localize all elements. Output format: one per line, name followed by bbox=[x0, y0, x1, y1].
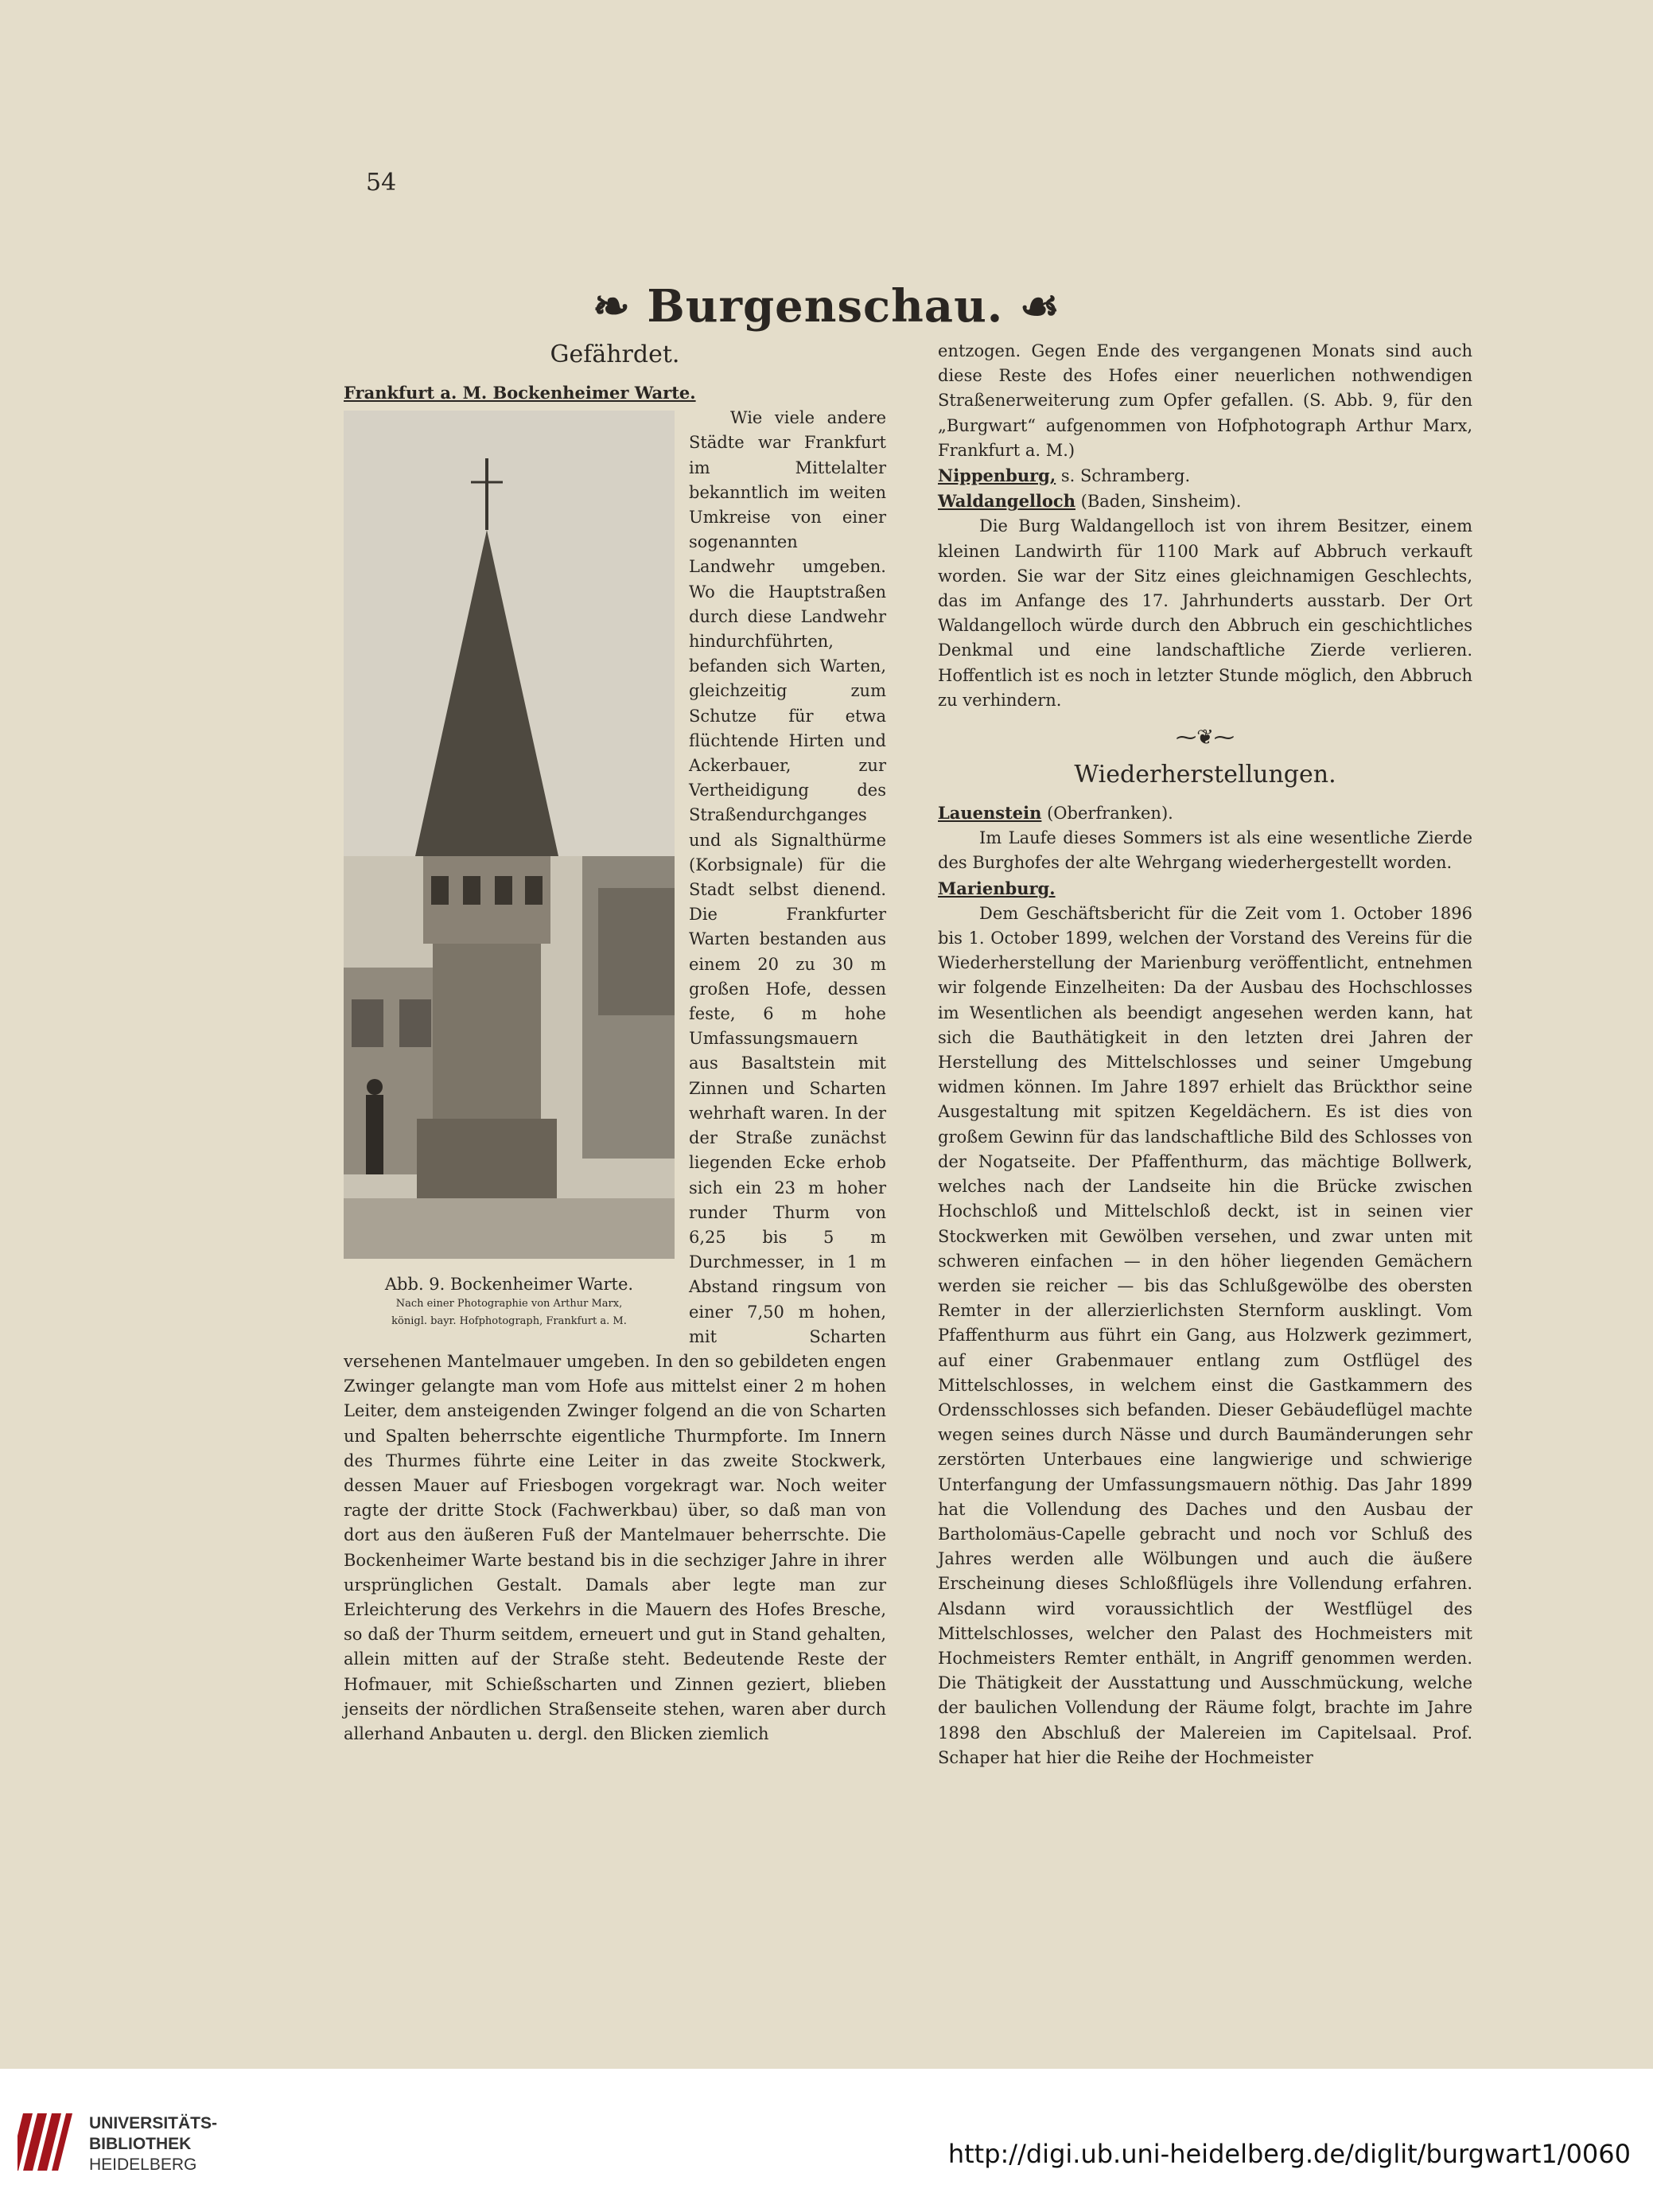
page-title: ❧ Burgenschau. ☙ bbox=[592, 280, 1060, 333]
library-name-line-3: HEIDELBERG bbox=[89, 2156, 197, 2174]
figure-credit-1: Nach einer Photographie von Arthur Marx, bbox=[395, 1298, 623, 1310]
tower-photo bbox=[344, 411, 675, 1259]
entry-lauenstein-text: (Oberfranken). bbox=[1047, 804, 1173, 824]
library-name-line-1: UNIVERSITÄTS- bbox=[89, 2114, 218, 2132]
university-library-logo-icon[interactable] bbox=[18, 2110, 73, 2174]
entry-lauenstein bbox=[938, 800, 1472, 826]
ornament-divider: ⁓❦⁓ bbox=[1176, 726, 1235, 750]
entry-lauenstein-body: Im Laufe dieses Sommers ist als eine wesentliche Zierde des Burghofes der alte Wehrgang wiederhergestellt worden. bbox=[938, 828, 1472, 873]
entry-waldangelloch-body: Die Burg Waldangelloch ist von ihrem Besitzer, einem kleinen Landwirth für 1100 Mark auf Abbruch verkauft worden. Sie war der Sitz eines gleichnamigen Geschlechts, das im Anfange des 17. Jahrhunderts ausstarb. Der Ort Waldangelloch würde durch den Abbruch ein geschichtliches Denkmal und eine landschaftliche Zierde verlieren. Hoffentlich ist es noch in letzter Stunde möglich, den Abbruch zu verhindern. bbox=[938, 516, 1472, 710]
figure-bockenheimer-warte bbox=[344, 411, 675, 1330]
library-name-line-2: BIBLIOTHEK bbox=[89, 2135, 192, 2153]
figure-caption: Abb. 9. Bockenheimer Warte. bbox=[384, 1275, 634, 1295]
page-number: 54 bbox=[366, 169, 397, 197]
section-title-gefaehrdet: Gefährdet. bbox=[550, 341, 680, 368]
subheading-bockenheimer-warte bbox=[344, 380, 886, 406]
entry-nippenburg-text: s. Schramberg. bbox=[1060, 466, 1191, 486]
subheading-text: Frankfurt a. M. Bockenheimer Warte. bbox=[344, 383, 696, 403]
entry-waldangelloch bbox=[938, 489, 1472, 514]
tower-image bbox=[344, 411, 675, 1259]
entry-marienburg bbox=[938, 876, 1472, 902]
entry-marienburg-name: Marienburg. bbox=[938, 878, 1056, 898]
article-text-bockenheimer-warte: Wie viele andere Städte war Frankfurt im Mittelalter bekanntlich im weiten Umkreise von einer sogenannten Landwehr umgeben. Wo die Hauptstraßen durch diese Landwehr hindurchführten, befanden sich Warten, gleichzeitig zum Schutze für etwa flüchtende Hirten und Ackerbauer, zur Vertheidigung des Straßendurchganges und als Signalthürme (Korbsignale) für die Stadt selbst dienend. Die Frankfurter Warten bestanden aus einem 20 zu 30 m großen Hofe, dessen feste, 6 m hohe Umfassungsmauern aus Basaltstein mit Zinnen und Scharten wehrhaft waren. In der der Straße zunächst liegenden Ecke erhob sich ein 23 m hoher runder Thurm von 6,25 bis 5 m Durchmesser, in 1 m Abstand ringsum von einer 7,50 m hohen, mit Scharten versehenen Mantelmauer umgeben. In den so gebildeten engen Zwinger gelangte man vom Hofe aus mittelst einer 2 m hohen Leiter, dem ansteigenden Zwinger folgend an die von Scharten und Spalten beherrschte eigentliche Thurmpforte. Im Innern des Thurmes führte eine Leiter in das zweite Stockwerk, dessen Mauer auf Friesbogen vorgekragt war. Noch weiter ragte der dritte Stock (Fachwerkbau) über, so daß man von dort aus den äußeren Fuß der Mantelmauer beherrschte. Die Bockenheimer Warte bestand bis in die sechziger Jahre in ihrer ursprünglichen Gestalt. Damals aber legte man zur Erleichterung des Verkehrs in die Mauern des Hofes Bresche, so daß der Thurm seitdem, erneuert und gut in Stand gehalten, allein mitten auf der Straße steht. Bedeutende Reste der Hofmauer, mit Schießscharten und Zinnen geziert, blieben jenseits der nördlichen Straßenseite stehen, waren aber durch allerhand Anbauten u. dergl. den Blicken ziemlich bbox=[344, 408, 886, 1743]
section-title-wiederherstellungen: Wiederherstellungen. bbox=[1074, 761, 1336, 789]
left-column bbox=[344, 339, 886, 1747]
continued-paragraph: entzogen. Gegen Ende des vergangenen Monats sind auch diese Reste des Hofes einer neuerlichen nothwendigen Straßenerweiterung zum Opfer gefallen. (S. Abb. 9, für den „Burgwart“ aufgenommen von Hofphotograph Arthur Marx, Frankfurt a. M.) bbox=[938, 341, 1472, 460]
right-column bbox=[938, 339, 1472, 1770]
entry-lauenstein-name: Lauenstein bbox=[938, 803, 1042, 824]
entry-waldangelloch-name: Waldangelloch bbox=[938, 491, 1075, 512]
figure-credit-2: königl. bayr. Hofphotograph, Frankfurt a. M. bbox=[391, 1315, 627, 1328]
entry-marienburg-body: Dem Geschäftsbericht für die Zeit vom 1. October 1896 bis 1. October 1899, welchen der Vorstand des Vereins für die Wiederherstellung der Marienburg veröffentlicht, entnehmen wir folgende Einzelheiten: Da der Ausbau des Hochschlosses im Wesentlichen als beendigt angesehen werden kann, hat sich die Bauthätigkeit in den letzten drei Jahren der Herstellung des Mittelschlosses und seiner Umgebung widmen können. Im Jahre 1897 erhielt das Brückthor seine Ausgestaltung mit spitzen Kegeldächern. Es ist dies von großem Gewinn für das landschaftliche Bild des Schlosses von der Nogatseite. Der Pfaffenthurm, das mächtige Bollwerk, welches nach der Landseite hin die Brücke zwischen Hochschloß und Mittelschloß deckt, ist in seinen vier Stockwerken mit Gewölben versehen, und zwar unten mit schweren einfachen — in den höher liegenden Gemächern werden sie reicher — bis das Schlußgewölbe des obersten Remter in der allerzierlichsten Sternform ausklingt. Vom Pfaffenthurm aus führt ein Gang, aus Holzwerk gezimmert, auf einer Grabenmauer entlang zum Ostflügel des Mittelschlosses, in welchem einst die Gastkammern des Ordensschlosses sich befanden. Dieser Gebäudeflügel machte wegen seines durch Nässe und durch Baumänderungen sehr zerstörten Unterbaues eine langwierige und schwierige Unterfangung der Umfassungsmauern nöthig. Das Jahr 1899 hat die Vollendung des Daches und den Ausbau der Bartholomäus-Capelle gebracht und noch vor Schluß des Jahres werden alle Wölbungen und auch die äußere Erscheinung dieses Schloßflügels ihre Vollendung erfahren. Alsdann wird voraussichtlich der Westflügel des Mittelschlosses, welcher den Palast des Hochmeisters mit Hochmeisters Remter enthält, in Angriff genommen werden. Die Thätigkeit der Ausstattung und Ausschmückung, welche der baulichen Vollendung der Räume folgt, brachte im Jahre 1898 den Abschluß der Malereien im Capitelsaal. Prof. Schaper hat hier die Reihe der Hochmeister bbox=[938, 903, 1472, 1767]
library-name bbox=[89, 2113, 217, 2175]
entry-nippenburg bbox=[938, 463, 1472, 489]
entry-waldangelloch-text: (Baden, Sinsheim). bbox=[1080, 492, 1242, 512]
entry-nippenburg-name: Nippenburg, bbox=[938, 465, 1056, 486]
footer-bar bbox=[0, 2069, 1653, 2212]
source-url-link[interactable]: http://digi.ub.uni-heidelberg.de/diglit/burgwart1/0060 bbox=[947, 2139, 1631, 2169]
